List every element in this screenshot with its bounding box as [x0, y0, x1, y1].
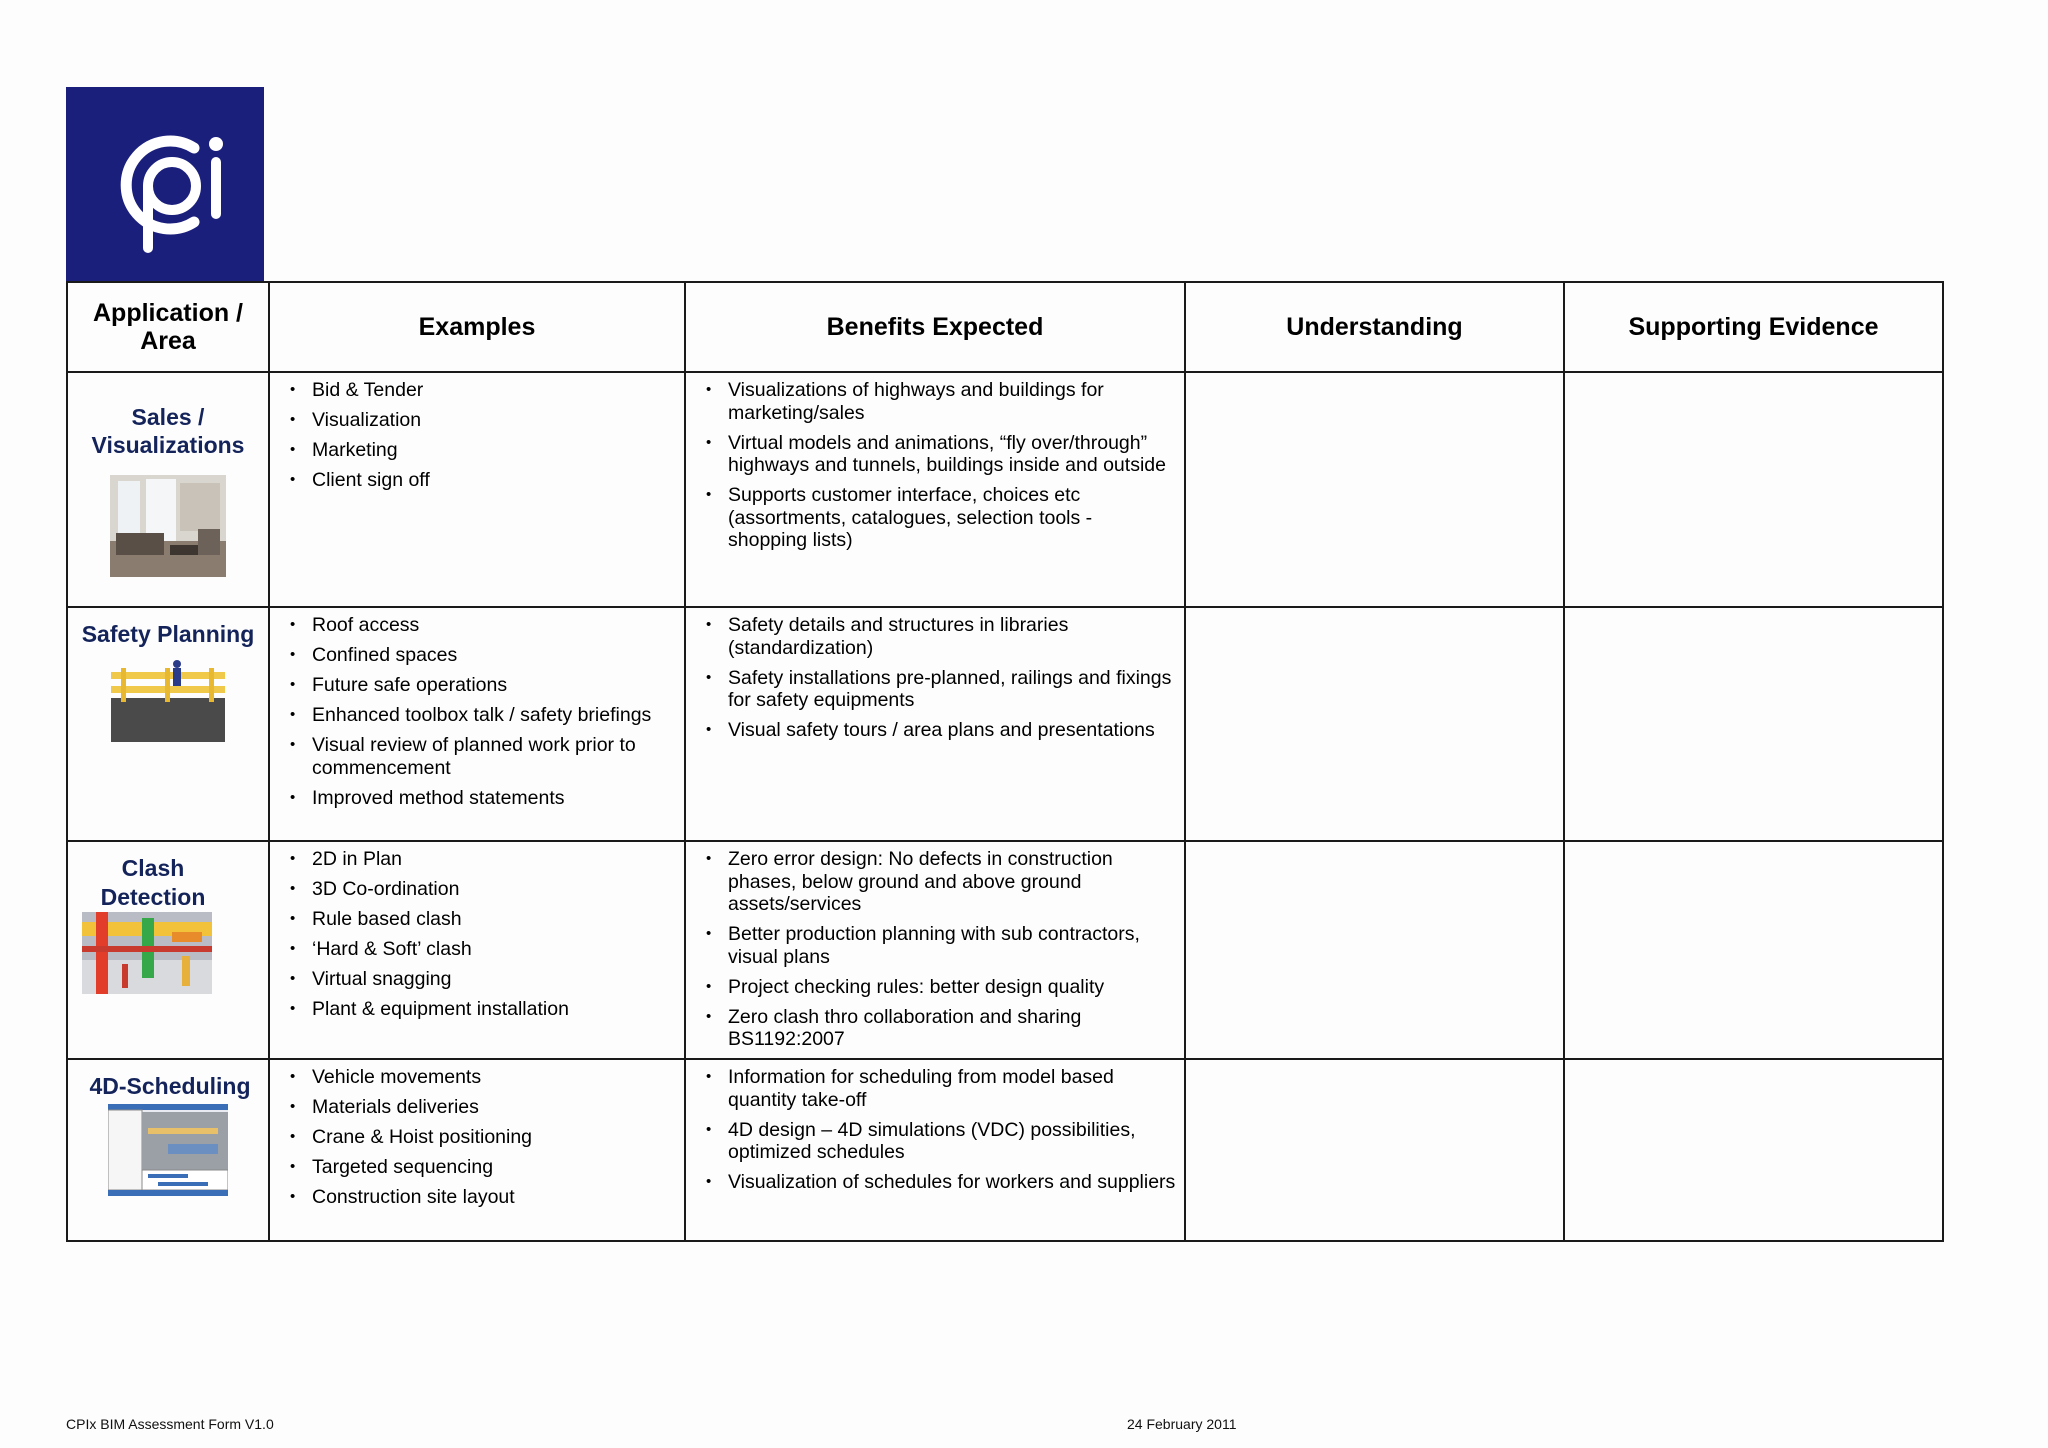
- list-item: • Project checking rules: better design quality: [706, 976, 1176, 999]
- list-item: • Confined spaces: [290, 644, 676, 667]
- benefits-cell: [685, 372, 1185, 607]
- table-row: [67, 1059, 1943, 1241]
- supporting-evidence-cell[interactable]: [1564, 607, 1943, 841]
- area-name: Sales / Visualizations: [91, 404, 245, 458]
- list-item: • 2D in Plan: [290, 848, 676, 871]
- area-cell: [67, 372, 269, 607]
- schedule-model-thumbnail: [108, 1104, 228, 1196]
- list-item: • Better production planning with sub contractors, visual plans: [706, 923, 1176, 968]
- supporting-evidence-cell[interactable]: [1564, 841, 1943, 1059]
- list-item: • Visualizations of highways and buildings for marketing/sales: [706, 379, 1176, 424]
- list-item: • Plant & equipment installation: [290, 998, 676, 1021]
- area-cell: [67, 1059, 269, 1241]
- area-name: 4D-Scheduling: [89, 1073, 251, 1099]
- understanding-cell[interactable]: [1185, 607, 1564, 841]
- list-item: • Virtual models and animations, “fly over/through” highways and tunnels, buildings inside and outside: [706, 432, 1176, 477]
- footer-form-name: CPIx BIM Assessment Form V1.0: [66, 1416, 274, 1432]
- list-item: • Targeted sequencing: [290, 1156, 676, 1179]
- list-item: • Safety details and structures in libraries (standardization): [706, 614, 1176, 659]
- table-row: [67, 607, 1943, 841]
- benefits-cell: [685, 1059, 1185, 1241]
- list-item: • Materials deliveries: [290, 1096, 676, 1119]
- table-row: [67, 841, 1943, 1059]
- benefits-cell: [685, 607, 1185, 841]
- examples-cell: [269, 841, 685, 1059]
- understanding-cell[interactable]: [1185, 1059, 1564, 1241]
- col-header-application-area: Application / Area: [67, 282, 269, 372]
- list-item: • Supports customer interface, choices etc (assortments, catalogues, selection tools - shopping lists): [706, 484, 1176, 552]
- list-item: • ‘Hard & Soft’ clash: [290, 938, 676, 961]
- table-row: [67, 372, 1943, 607]
- benefits-cell: [685, 841, 1185, 1059]
- list-item: • Visualization of schedules for workers and suppliers: [706, 1171, 1176, 1194]
- area-cell: [67, 841, 269, 1059]
- list-item: • Information for scheduling from model based quantity take-off: [706, 1066, 1176, 1111]
- bim-assessment-table: [66, 281, 1944, 1242]
- list-item: • Visualization: [290, 409, 676, 432]
- roof-railing-thumbnail: [111, 658, 225, 742]
- list-item: • Construction site layout: [290, 1186, 676, 1209]
- list-item: • Rule based clash: [290, 908, 676, 931]
- examples-cell: [269, 607, 685, 841]
- list-item: • Zero clash thro collaboration and sharing BS1192:2007: [706, 1006, 1176, 1051]
- col-header-supporting-evidence: Supporting Evidence: [1564, 282, 1943, 372]
- list-item: • Zero error design: No defects in construction phases, below ground and above ground assets/services: [706, 848, 1176, 916]
- col-header-benefits: Benefits Expected: [685, 282, 1185, 372]
- list-item: • Visual review of planned work prior to commencement: [290, 734, 676, 779]
- cpi-logo: [66, 87, 264, 282]
- col-header-understanding: Understanding: [1185, 282, 1564, 372]
- list-item: • Visual safety tours / area plans and presentations: [706, 719, 1176, 742]
- list-item: • 3D Co-ordination: [290, 878, 676, 901]
- list-item: • Bid & Tender: [290, 379, 676, 402]
- list-item: • Future safe operations: [290, 674, 676, 697]
- area-name: Clash Detection: [100, 855, 206, 910]
- list-item: • Crane & Hoist positioning: [290, 1126, 676, 1149]
- understanding-cell[interactable]: [1185, 841, 1564, 1059]
- list-item: • Improved method statements: [290, 787, 676, 810]
- examples-cell: [269, 372, 685, 607]
- examples-cell: [269, 1059, 685, 1241]
- header-row: [67, 282, 1943, 372]
- list-item: • Safety installations pre-planned, railings and fixings for safety equipments: [706, 667, 1176, 712]
- list-item: • Vehicle movements: [290, 1066, 676, 1089]
- list-item: • Virtual snagging: [290, 968, 676, 991]
- area-name: Safety Planning: [81, 621, 255, 647]
- list-item: • Roof access: [290, 614, 676, 637]
- area-cell: [67, 607, 269, 841]
- list-item: • Enhanced toolbox talk / safety briefings: [290, 704, 676, 727]
- living-room-thumbnail: [110, 475, 226, 577]
- supporting-evidence-cell[interactable]: [1564, 1059, 1943, 1241]
- footer-date: 24 February 2011: [1127, 1416, 1237, 1432]
- list-item: • 4D design – 4D simulations (VDC) possibilities, optimized schedules: [706, 1119, 1176, 1164]
- supporting-evidence-cell[interactable]: [1564, 372, 1943, 607]
- col-header-examples: Examples: [269, 282, 685, 372]
- clash-model-thumbnail: [82, 912, 212, 994]
- understanding-cell[interactable]: [1185, 372, 1564, 607]
- list-item: • Client sign off: [290, 469, 676, 492]
- list-item: • Marketing: [290, 439, 676, 462]
